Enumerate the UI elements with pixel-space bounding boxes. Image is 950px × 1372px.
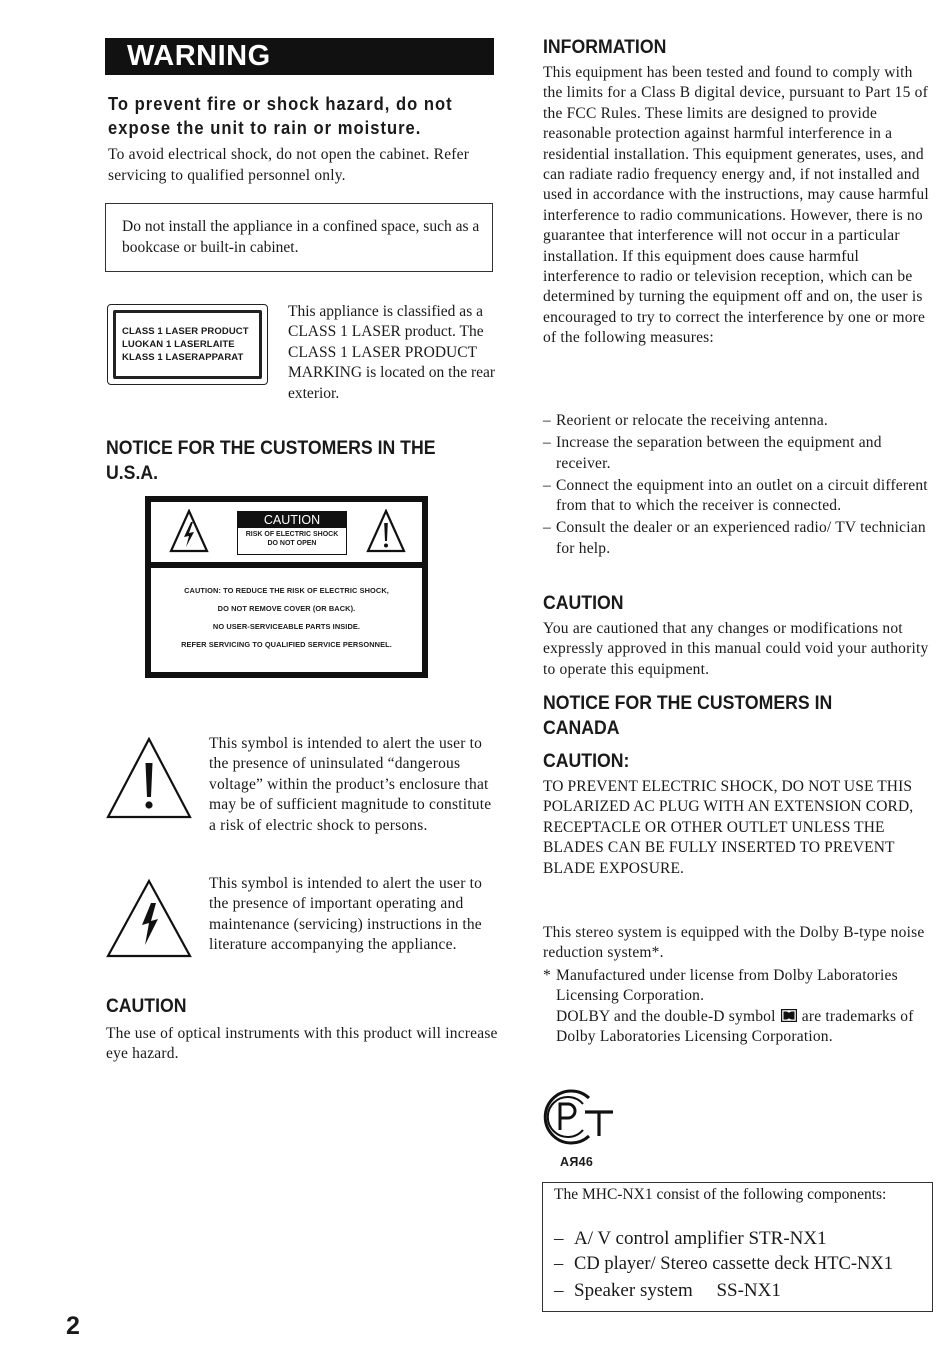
shock-warning-text: To avoid electrical shock, do not open the cabinet. Refer servicing to qualified personnel only. (108, 146, 470, 184)
dolby-asterisk: * (543, 967, 551, 984)
caution-panel-line-4: REFER SERVICING TO QUALIFIED SERVICE PERSONNEL. (181, 640, 392, 649)
lightning-symbol-text: This symbol is intended to alert the user to the presence of important operating and maintenance (servicing) instructions in the literature accompanying the appliance. (209, 875, 483, 954)
confined-space-text: Do not install the appliance in a confined space, such as a bookcase or built-in cabinet. (122, 218, 480, 256)
warning-title: WARNING (127, 40, 271, 72)
lightning-warning-icon (169, 509, 209, 553)
information-heading: INFORMATION (543, 37, 667, 58)
caution-shock-panel (145, 496, 428, 678)
laser-label-line-2: LUOKAN 1 LASERLAITE (122, 339, 235, 350)
list-item: – Increase the separation between the equipment and receiver. (543, 434, 882, 472)
laser-label-line-1: CLASS 1 LASER PRODUCT (122, 326, 249, 337)
lightning-triangle-icon (106, 879, 192, 958)
caution-badge-subtitle-2: DO NOT OPEN (267, 540, 317, 547)
component-item: – A/ V control amplifier STR-NX1 (554, 1228, 827, 1249)
caution-panel-line-3: NO USER-SERVICEABLE PARTS INSIDE. (212, 622, 361, 631)
dolby-system-text: This stereo system is equipped with the Dolby B-type noise reduction system*. (543, 924, 925, 962)
optical-caution-text: The use of optical instruments with this product will increase eye hazard. (106, 1025, 498, 1063)
certification-code: АЯ46 (560, 1155, 594, 1169)
optical-caution-heading: CAUTION (106, 996, 187, 1017)
warning-banner (105, 38, 494, 75)
canada-caution-line-2: RECEPTACLE OR OTHER OUTLET UNLESS THE BLADES CAN BE FULLY INSERTED TO PREVENT BLADE EXPOSURE. (543, 818, 895, 877)
interference-measures-list (543, 411, 935, 561)
caution-panel-line-1: CAUTION: TO REDUCE THE RISK OF ELECTRIC SHOCK, (184, 586, 389, 595)
laser-class-text: This appliance is classified as a CLASS 1 LASER product. The CLASS 1 LASER PRODUCT MARKING is located on the rear exterior. (288, 303, 496, 402)
fire-heading-line-1: To prevent fire or shock hazard, do not (108, 94, 453, 114)
exclamation-symbol-text: This symbol is intended to alert the user to the presence of uninsulated “dangerous voltage” within the product’s enclosure that may be of sufficient magnitude to constitute a risk of electric shock to persons. (209, 735, 492, 834)
list-item: – Reorient or relocate the receiving antenna. (543, 412, 828, 429)
list-item: – Consult the dealer or an experienced radio/ TV technician for help. (543, 519, 926, 558)
caution-panel-top (151, 502, 422, 562)
caution-badge-subtitle-1: RISK OF ELECTRIC SHOCK (245, 531, 339, 538)
fire-shock-heading (108, 92, 467, 140)
list-item: – Connect the equipment into an outlet on a circuit different from that to which the receiver is connected. (543, 476, 928, 515)
pct-certification-icon (543, 1088, 615, 1146)
laser-label-line-3: KLASS 1 LASERAPPARAT (122, 352, 244, 363)
exclamation-triangle-icon (106, 737, 192, 819)
modifications-caution-text: You are cautioned that any changes or modifications not expressly approved in this manual could void your authority to operate this equipment. (543, 620, 929, 678)
dolby-note-line-1: Manufactured under license from Dolby Laboratories Licensing Corporation. (556, 967, 898, 1005)
dolby-note-line-2: DOLBY and the double-D symbol are trademarks of Dolby Laboratories Licensing Corporation. (556, 1007, 914, 1046)
canada-notice-heading: NOTICE FOR THE CUSTOMERS IN CANADA (543, 693, 833, 739)
caution-panel-line-2: DO NOT REMOVE COVER (OR BACK). (217, 604, 356, 613)
fire-heading-line-2: expose the unit to rain or moisture. (108, 118, 422, 138)
modifications-caution-heading: CAUTION (543, 593, 624, 614)
fcc-information-text: This equipment has been tested and found to comply with the limits for a Class B digital device, pursuant to Part 15 of the FCC Rules. These limits are designed to provide reasonable protection against harmful interference in a residential installation. This equipment generates, uses, and can radiate radio frequency energy and, if not installed and used in accordance with the instructions, may cause harmful interference to radio communications. However, there is no guarantee that interference will not occur in a particular installation. If this equipment does cause harmful interference to radio or television reception, which can be determined by turning the equipment off and on, the user is encouraged to try to correct the interference by one or more of the following measures: (543, 64, 929, 347)
dolby-license-note (543, 966, 935, 1048)
confined-space-notice (105, 203, 493, 272)
exclamation-warning-icon (366, 509, 406, 553)
component-item: – Speaker system SS-NX1 (554, 1280, 781, 1301)
caution-panel-bottom (151, 568, 422, 672)
canada-caution-text (543, 777, 935, 879)
usa-notice-heading: NOTICE FOR THE CUSTOMERS IN THE U.S.A. (106, 438, 436, 484)
canada-caution-heading: CAUTION: (543, 751, 630, 772)
page-number: 2 (66, 1312, 80, 1340)
laser-product-label (107, 304, 268, 385)
canada-caution-line-1: TO PREVENT ELECTRIC SHOCK, DO NOT USE THIS POLARIZED AC PLUG WITH AN EXTENSION CORD, (543, 778, 914, 816)
caution-badge-title: CAUTION (238, 512, 346, 528)
component-item: – CD player/ Stereo cassette deck HTC-NX1 (554, 1254, 894, 1274)
components-box (542, 1182, 933, 1312)
caution-badge (237, 511, 347, 555)
components-intro: The MHC-NX1 consist of the following components: (554, 1186, 887, 1203)
double-d-icon (781, 1009, 797, 1022)
